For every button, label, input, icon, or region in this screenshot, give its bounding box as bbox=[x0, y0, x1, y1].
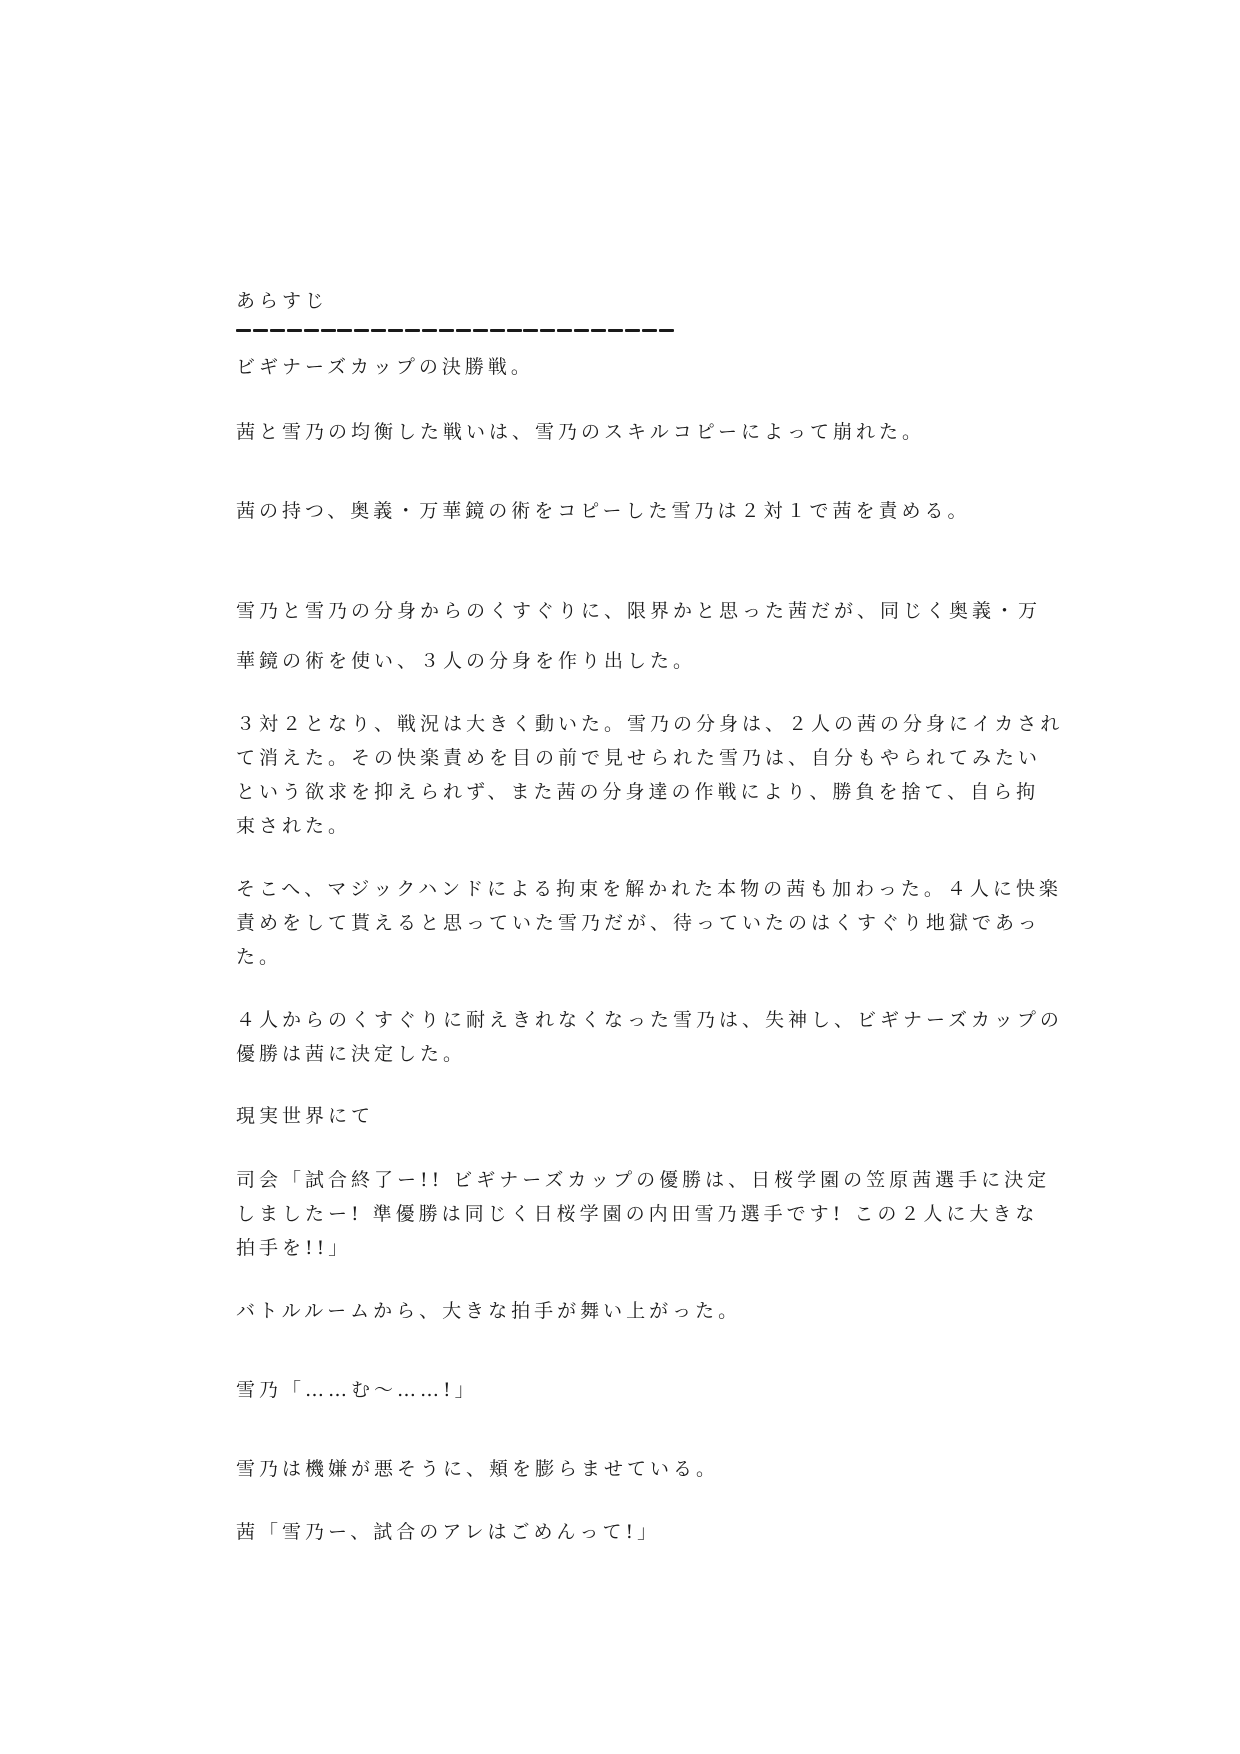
text-line: た。 bbox=[236, 946, 283, 968]
text-line: 茜の持つ、奥義・万華鏡の術をコピーした雪乃は２対１で茜を責める。 bbox=[236, 500, 971, 522]
heading-separator-line bbox=[236, 327, 674, 333]
text-line: 華鏡の術を使い、３人の分身を作り出した。 bbox=[236, 650, 697, 672]
text-line: 拍手を!!」 bbox=[236, 1237, 352, 1259]
text-line: 茜「雪乃ー、試合のアレはごめんって!」 bbox=[236, 1521, 661, 1543]
text-line: しましたー! 準優勝は同じく日桜学園の内田雪乃選手です! この２人に大きな bbox=[236, 1203, 1039, 1225]
text-line: ビギナーズカップの決勝戦。 bbox=[236, 356, 534, 378]
text-line: ４人からのくすぐりに耐えきれなくなった雪乃は、失神し、ビギナーズカップの bbox=[236, 1009, 1063, 1031]
text-line: バトルルームから、大きな拍手が舞い上がった。 bbox=[236, 1300, 742, 1322]
text-line: そこへ、マジックハンドによる拘束を解かれた本物の茜も加わった。４人に快楽 bbox=[236, 878, 1062, 900]
text-line: 優勝は茜に決定した。 bbox=[236, 1043, 467, 1065]
text-line: 茜と雪乃の均衡した戦いは、雪乃のスキルコピーによって崩れた。 bbox=[236, 421, 926, 443]
text-line: 現実世界にて bbox=[236, 1105, 375, 1127]
text-line: という欲求を抑えられず、また茜の分身達の作戦により、勝負を捨て、自ら拘 bbox=[236, 781, 1040, 803]
text-line: 束された。 bbox=[236, 815, 352, 837]
text-line: 雪乃は機嫌が悪そうに、頬を膨らませている。 bbox=[236, 1458, 720, 1480]
text-line: ３対２となり、戦況は大きく動いた。雪乃の分身は、２人の茜の分身にイカされ bbox=[236, 713, 1064, 735]
text-line: て消えた。その快楽責めを目の前で見せられた雪乃は、自分もやられてみたい bbox=[236, 747, 1042, 769]
text-line: 責めをして貰えると思っていた雪乃だが、待っていたのはくすぐり地獄であっ bbox=[236, 912, 1041, 934]
text-line: 雪乃「……む〜……!」 bbox=[236, 1379, 478, 1401]
text-line: 司会「試合終了ー!! ビギナーズカップの優勝は、日桜学園の笠原茜選手に決定 bbox=[236, 1169, 1051, 1191]
text-line: 雪乃と雪乃の分身からのくすぐりに、限界かと思った茜だが、同じく奥義・万 bbox=[236, 600, 1042, 622]
synopsis-heading: あらすじ bbox=[236, 290, 329, 312]
